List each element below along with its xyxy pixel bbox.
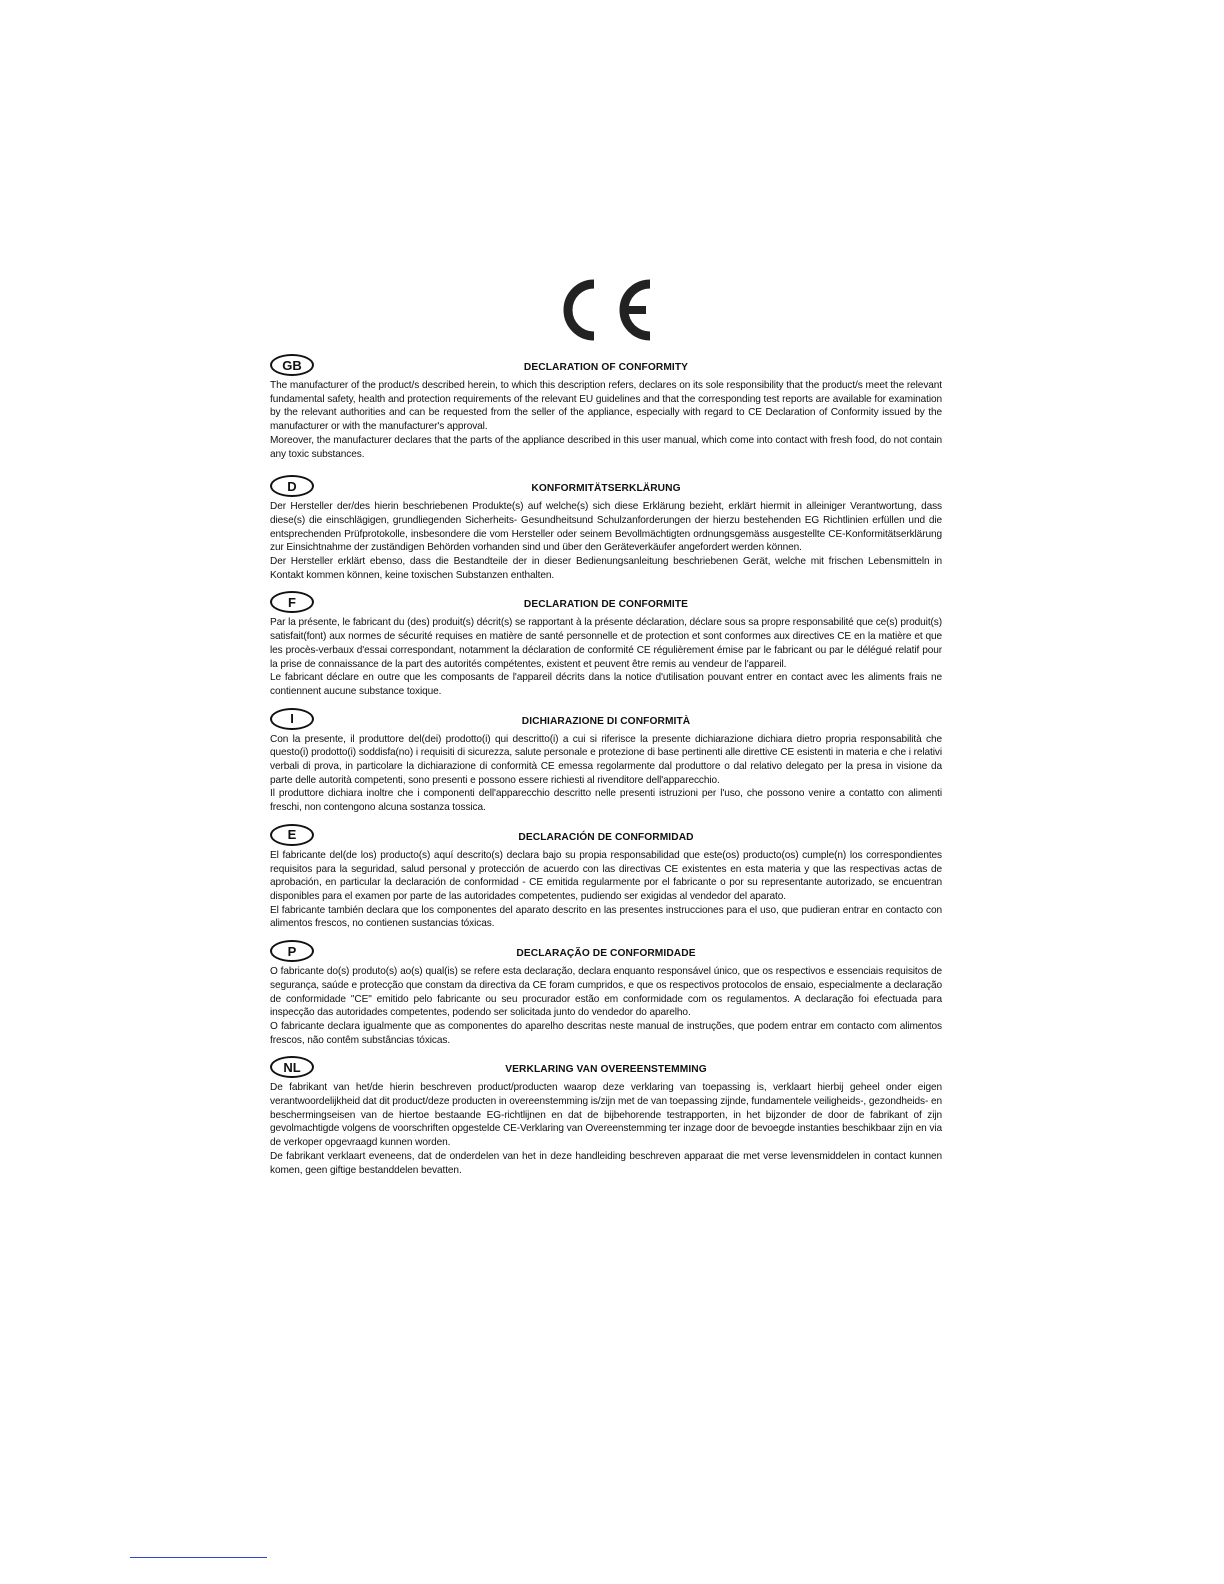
ce-mark-icon: [560, 276, 660, 344]
country-badge-p: P: [270, 940, 314, 962]
section-text-i-2: Il produttore dichiara inoltre che i componenti dell'apparecchio descritto nelle presenti istruzioni per l'uso, che possono venire a contatto con alimenti freschi, non contengono alcuna sostanza tossica.: [270, 788, 942, 814]
section-gb: [270, 354, 942, 461]
section-text-gb-1: The manufacturer of the product/s described herein, to which this description refers, declares on its sole responsibility that the product/s meet the relevant fundamental safety, health and protection requirements of the relevant EU guidelines and that the corresponding test reports are available for examination by the relevant authorities and can be requested from the seller of the appliance, especially with regard to CE Declaration of Conformity issued by the manufacturer or with the manufacturer's approval.: [270, 380, 942, 433]
section-p: [270, 940, 942, 1047]
section-e: [270, 824, 942, 931]
country-badge-gb: GB: [270, 354, 314, 376]
section-title-gb: DECLARATION OF CONFORMITY: [523, 362, 689, 373]
section-title-e: DECLARACIÓN DE CONFORMIDAD: [518, 831, 694, 843]
country-badge-d: D: [270, 475, 314, 497]
declarations: [270, 354, 942, 1177]
section-title-f: DECLARATION DE CONFORMITE: [523, 599, 689, 611]
country-badge-nl: NL: [270, 1056, 314, 1078]
section-i: [270, 708, 942, 815]
section-f: [270, 591, 942, 698]
section-text-f-2: Le fabricant déclare en outre que les composants de l'appareil décrits dans la notice d'utilisation pouvant entrer en contact avec les aliments frais ne contiennent aucune substance toxique.: [270, 672, 942, 697]
section-text-d-2: Der Hersteller erklärt ebenso, dass die Bestandteile der in dieser Bedienungsanleitung beschriebenen Gerät, welche mit frischen Lebensmitteln in Kontakt kommen können, keine toxischen Substanzen enthalten.: [270, 556, 942, 581]
section-text-d-1: Der Hersteller der/des hierin beschriebenen Produkte(s) auf welche(s) sich diese Erklärung bezieht, erklärt hiermit in alleiniger Verantwortung, dass diese(s) die einschlägigen, grundliegenden Sicherheits- Gesundheitsund Schulzanforderungen der hierzu bestehenden EG Richtlinien erfüllen und die entsprechenden Prüfprotokolle, insbesondere die vom Hersteller oder seinem Bevollmächtigten ordnungsgemäss ausgestellte CE-Konformitätserklärung zur Einsichtnahme der zuständigen Behörden vorhanden sind und über den Geräteverkäufer angefordert werden können.: [270, 501, 942, 554]
country-badge-i: I: [270, 708, 314, 730]
section-text-gb-2: Moreover, the manufacturer declares that the parts of the appliance described in this user manual, which come into contact with fresh food, do not contain any toxic substances.: [270, 434, 942, 460]
country-badge-f: F: [270, 591, 314, 613]
section-text-nl-2: De fabrikant verklaart eveneens, dat de onderdelen van het in deze handleiding beschreven apparaat die met verse levensmiddelen in contact kunnen komen, geen giftige bestanddelen bevatten.: [270, 1150, 942, 1176]
footer-divider: [130, 1557, 267, 1558]
country-badge-e: E: [270, 824, 314, 846]
section-text-nl-1: De fabrikant van het/de hierin beschreven product/producten waarop deze verklaring van toepassing is, verklaart hierbij geheel onder eigen verantwoordelijkheid dat dit product/deze producten in overeenstemming is/zijn met de van toepassing zijnde, fundamentele veiligheids-, gezondheids- en beschermingseisen van de hiertoe bestaande EG-richtlijnen en dat de bijbehorende testrapporten, in het bijzonder de door de fabrikant of zijn gevolmachtigde volgens de voorschriften opgestelde CE-Verklaring van Overeenstemming ter inzage door de bevoegde instanties beschikbaar zijn en via de verkoper opgevraagd kunnen worden.: [270, 1082, 942, 1149]
section-nl: [270, 1056, 942, 1177]
section-title-nl: VERKLARING VAN OVEREENSTEMMING: [505, 1064, 707, 1076]
section-text-e-1: El fabricante del(de los) producto(s) aquí descrito(s) declara bajo su propia responsabilidad que este(os) producto(os) cumple(n) los correspondientes requisitos para la seguridad, salud personal y protección de acuerdo con las directivas CE existentes en esta materia y que las respectivas actas de aprobación, en particular la declaración de conformidad - CE emitida regularmente por el fabricante o por su representante autorizado, se encuentran disponibles para el examen por parte de las autoridades competentes, pudiendo ser exigidas al vendedor del aparato.: [270, 849, 942, 902]
section-d: [270, 475, 942, 582]
section-text-e-2: El fabricante también declara que los componentes del aparato descrito en las presentes instrucciones para el uso, que pudieran entrar en contacto con alimentos frescos, no contienen sustancias tóxicas.: [270, 904, 942, 930]
section-text-f-1: Par la présente, le fabricant du (des) produit(s) décrit(s) se rapportant à la présente déclaration, déclare sous sa propre responsabilité que ce(s) produit(s) satisfait(font) aux normes de sécurité requises en matière de santé personnelle et de protection et sont conformes aux directives CE en la matière et que les procès-verbaux d'essai correspondant, notamment la déclaration de conformité CE régulièrement émise par le fabricant ou par le délégué relatif pour la prise de connaissance de la part des autorités compétentes, existent et peuvent être remis au vendeur de l'appareil.: [270, 617, 942, 670]
section-title-d: KONFORMITÄTSERKLÄRUNG: [531, 483, 681, 495]
section-title-i: DICHIARAZIONE DI CONFORMITÀ: [521, 715, 691, 727]
section-text-p-2: O fabricante declara igualmente que as componentes do aparelho descritas neste manual de instruções, que podem entrar em contacto com alimentos frescos, não contêm substâncias tóxicas.: [270, 1020, 942, 1046]
section-title-p: DECLARAÇÃO DE CONFORMIDADE: [516, 948, 696, 960]
section-text-i-1: Con la presente, il produttore del(dei) prodotto(i) qui descritto(i) a cui si riferisce la presente dichiarazione dichiara dietro propria responsabilità che questo(i) prodotto(i) soddisfa(no) i requisiti di sicurezza, salute personale e protezione di base pertinenti alle direttive CE esistenti in materia e che i relativi verbali di prova, in particolare la dichiarazione di conformità CE emessa regolarmente dal produttore o dal relativo delegato per la presa in visione da parte delle autorità competenti, sono presenti e possono essere richiesti al rivenditore dell'apparecchio.: [270, 733, 942, 786]
section-text-p-1: O fabricante do(s) produto(s) ao(s) qual(is) se refere esta declaração, declara enquanto responsável único, que os respectivos e essenciais requisitos de segurança, saúde e protecção que constam da directiva da CE foram cumpridos, e que os respectivos protocolos de ensaio, especialmente a declaração de conformidade "CE" emitido pelo fabricante ou seu procurador estão em conformidade com os regulamentos. A declaração foi efectuada para inspecção das autoridades competentes, podendo ser solicitada junto do vendedor do aparelho.: [270, 966, 942, 1019]
